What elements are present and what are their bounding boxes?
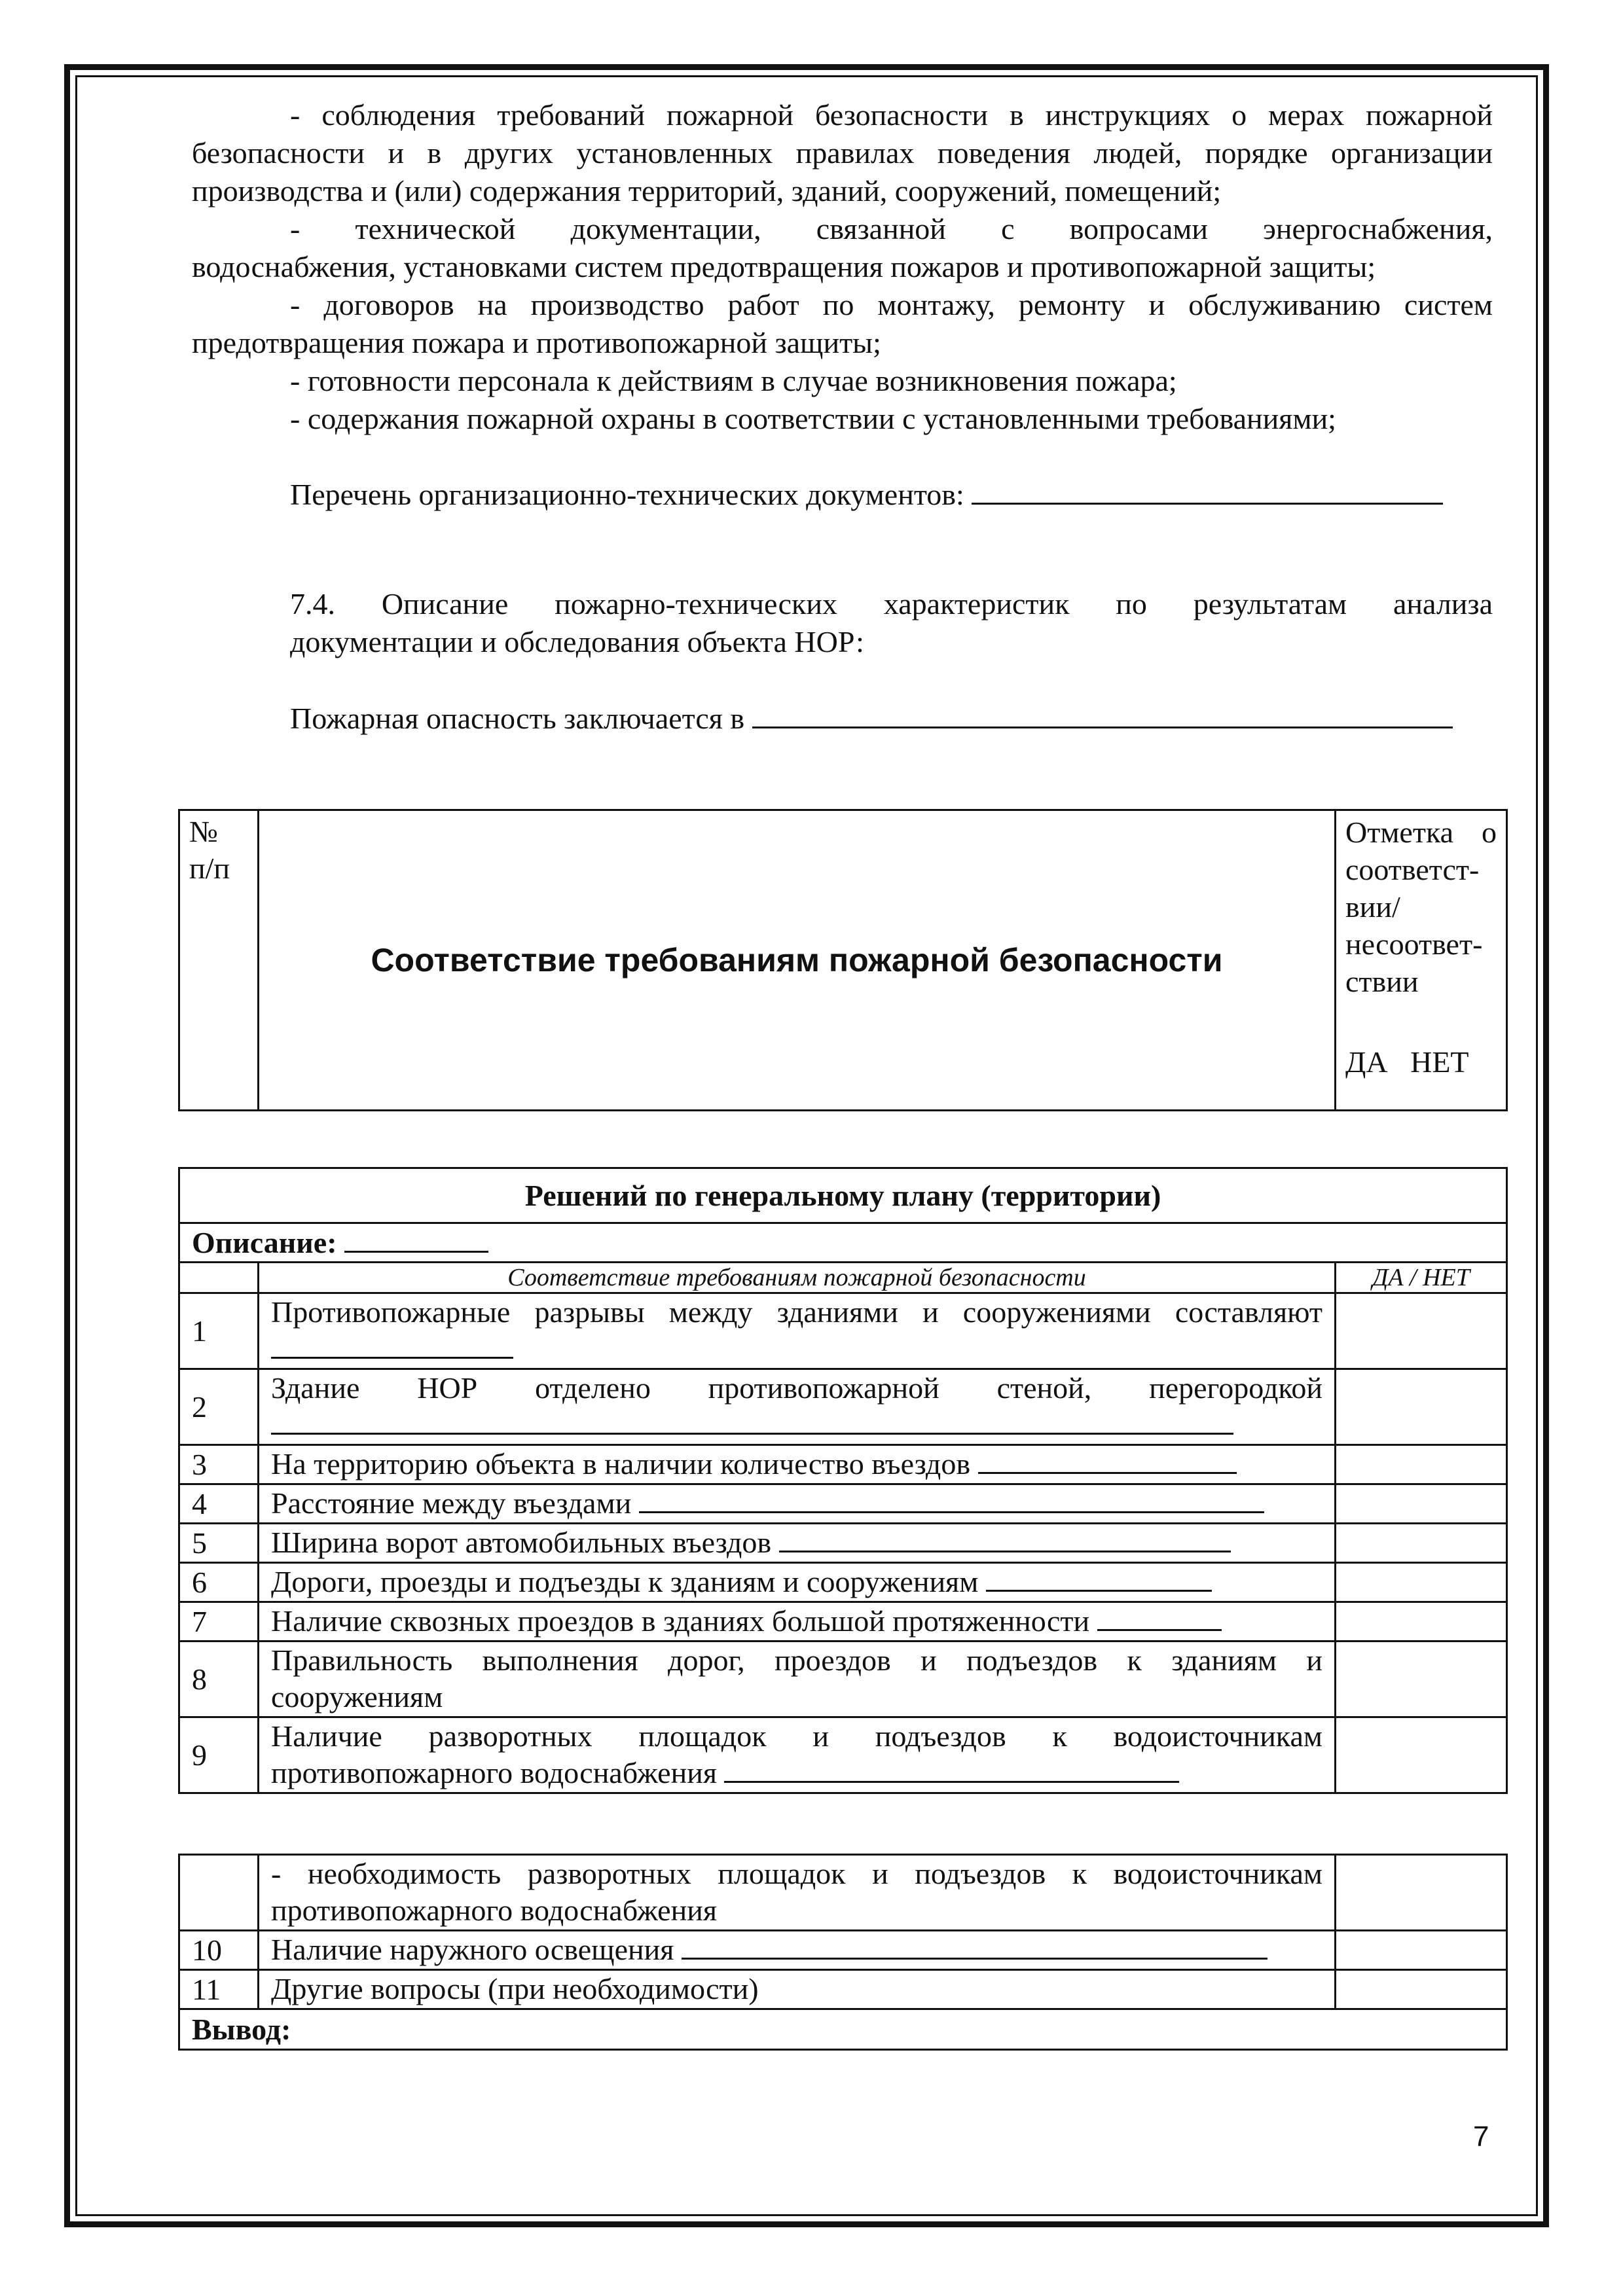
bullet-1-line-3: производства и (или) содержания территорий, зданий, сооружений, помещений; [192, 174, 1222, 207]
table-row [179, 1931, 1507, 1970]
row-answer-field[interactable] [271, 1407, 1233, 1435]
row-text: Противопожарные разрывы между зданиями и сооружениями составляют [271, 1295, 1322, 1329]
plan-description-field[interactable] [344, 1227, 488, 1253]
row-number: 11 [179, 1970, 259, 2009]
row-mark-cell[interactable] [1336, 1931, 1507, 1970]
header-num-label: п/п [189, 852, 230, 885]
header-mark-l1: Отметка о [1345, 816, 1497, 849]
row-number: 8 [179, 1641, 259, 1717]
row-text-line-2: противопожарного водоснабжения [271, 1756, 717, 1789]
bullet-2-line-1: - технической документации, связанной с вопросами энергоснабжения, [290, 212, 1493, 245]
general-plan-table [178, 1167, 1508, 1794]
row-text-cell [259, 1293, 1336, 1369]
row-text: Дороги, проезды и подъезды к зданиям и сооружениям [271, 1565, 979, 1598]
bullet-1-line-1: - соблюдения требований пожарной безопасности в инструкциях о мерах пожарной [290, 98, 1493, 132]
table-row [179, 1524, 1507, 1563]
section-7-4-line-1: 7.4. Описание пожарно-технических характеристик по результатам анализа [290, 587, 1493, 620]
row-number: 1 [179, 1293, 259, 1369]
row-text-cell [259, 1563, 1336, 1602]
page-number: 7 [1473, 2121, 1489, 2153]
bullet-1-line-2: безопасности и в других установленных правилах поведения людей, порядке организации [192, 136, 1493, 170]
row-answer-field[interactable] [779, 1524, 1231, 1552]
header-mark-l4: несоответ- [1345, 927, 1483, 961]
fire-hazard-line [290, 700, 1493, 737]
row-mark-cell[interactable] [1336, 1369, 1507, 1445]
header-yes: ДА [1345, 1045, 1388, 1079]
row-text-cell [259, 1484, 1336, 1524]
row-text: Наличие сквозных проездов в зданиях большой протяженности [271, 1604, 1090, 1638]
plan-compliance-header: Соответствие требованиям пожарной безопасности [507, 1264, 1086, 1291]
header-mark-cell [1336, 810, 1507, 1111]
row-mark-cell[interactable] [1336, 1970, 1507, 2009]
row-answer-field[interactable] [682, 1931, 1267, 1960]
row-text: Расстояние между въездами [271, 1486, 632, 1520]
header-mark-l2: соответст- [1345, 853, 1480, 886]
row-text-line-1: Правильность выполнения дорог, проездов и подъездов к зданиям и [271, 1643, 1322, 1677]
row-text-line-1: - необходимость разворотных площадок и подъездов к водоисточникам [271, 1857, 1322, 1890]
plan-description-label: Описание: [192, 1225, 337, 1259]
row-text-cell [259, 1641, 1336, 1717]
row-mark-cell[interactable] [1336, 1855, 1507, 1931]
plan-subheader-num [179, 1263, 259, 1293]
plan-yes-no-header: ДА / НЕТ [1372, 1264, 1470, 1291]
header-no: НЕТ [1410, 1045, 1469, 1079]
row-text: Другие вопросы (при необходимости) [271, 1972, 759, 2005]
row-number: 6 [179, 1563, 259, 1602]
row-number: 3 [179, 1445, 259, 1484]
docs-list-field[interactable] [972, 476, 1443, 505]
plan-title-cell [179, 1168, 1507, 1223]
row-text-cell [259, 1717, 1336, 1793]
row-text-cell [259, 1855, 1336, 1931]
row-mark-cell[interactable] [1336, 1563, 1507, 1602]
bullet-3-line-1: - договоров на производство работ по монтажу, ремонту и обслуживанию систем [290, 288, 1493, 321]
row-mark-cell[interactable] [1336, 1445, 1507, 1484]
row-text-line-2: сооружениям [271, 1680, 443, 1713]
row-text: На территорию объекта в наличии количество въездов [271, 1447, 971, 1480]
extra-table [178, 1854, 1508, 2051]
table-row [179, 1369, 1507, 1445]
row-answer-field[interactable] [986, 1564, 1212, 1592]
table-row [179, 1602, 1507, 1641]
table-row [179, 1293, 1507, 1369]
bullet-5: - содержания пожарной охраны в соответствии с установленными требованиями; [290, 402, 1336, 435]
conclusion-label: Вывод: [192, 2012, 291, 2046]
table-row [179, 1855, 1507, 1931]
row-text-line-2: противопожарного водоснабжения [271, 1893, 717, 1927]
plan-description-cell [179, 1223, 1507, 1263]
row-text-cell [259, 1445, 1336, 1484]
row-text: Наличие наружного освещения [271, 1933, 674, 1966]
bullet-2-line-2: водоснабжения, установками систем предотвращения пожаров и противопожарной защиты; [192, 250, 1376, 283]
row-number: 4 [179, 1484, 259, 1524]
header-num-symbol: № [189, 815, 218, 848]
row-number: 2 [179, 1369, 259, 1445]
row-mark-cell[interactable] [1336, 1717, 1507, 1793]
row-answer-field[interactable] [639, 1485, 1264, 1513]
row-answer-field[interactable] [978, 1446, 1237, 1474]
row-mark-cell[interactable] [1336, 1293, 1507, 1369]
row-answer-field[interactable] [1097, 1603, 1222, 1631]
row-mark-cell[interactable] [1336, 1602, 1507, 1641]
row-number [179, 1855, 259, 1931]
row-text: Здание НОР отделено противопожарной стеной, перегородкой [271, 1371, 1322, 1405]
docs-list-line [290, 476, 1493, 513]
row-text-cell [259, 1369, 1336, 1445]
row-number: 10 [179, 1931, 259, 1970]
row-mark-cell[interactable] [1336, 1524, 1507, 1563]
row-number: 5 [179, 1524, 259, 1563]
table-row [179, 1970, 1507, 2009]
table-row [179, 2009, 1507, 2050]
header-mark-l3: вии/ [1345, 890, 1400, 924]
plan-subheader-compliance [259, 1263, 1336, 1293]
conclusion-cell[interactable] [179, 2009, 1507, 2050]
table-row [179, 1484, 1507, 1524]
header-title: Соответствие требованиям пожарной безопасности [371, 942, 1223, 978]
fire-hazard-field[interactable] [752, 700, 1453, 728]
section-7-4-line-2: документации и обследования объекта НОР: [290, 625, 864, 658]
row-mark-cell[interactable] [1336, 1641, 1507, 1717]
row-text-cell [259, 1931, 1336, 1970]
row-text-cell [259, 1602, 1336, 1641]
header-num-cell [179, 810, 259, 1111]
bullet-3-line-2: предотвращения пожара и противопожарной защиты; [192, 326, 881, 359]
table-row [179, 1445, 1507, 1484]
plan-subheader-yes-no [1336, 1263, 1507, 1293]
compliance-header-table [178, 809, 1508, 1111]
docs-list-label: Перечень организационно-технических документов: [290, 478, 964, 511]
row-answer-field[interactable] [724, 1755, 1179, 1783]
row-number: 9 [179, 1717, 259, 1793]
row-mark-cell[interactable] [1336, 1484, 1507, 1524]
table-row [179, 1563, 1507, 1602]
plan-title: Решений по генеральному плану (территории) [524, 1178, 1161, 1212]
fire-hazard-label: Пожарная опасность заключается в [290, 702, 745, 735]
row-text-line-1: Наличие разворотных площадок и подъездов к водоисточникам [271, 1719, 1322, 1753]
row-text-cell [259, 1970, 1336, 2009]
row-answer-field[interactable] [271, 1331, 513, 1359]
bullet-4: - готовности персонала к действиям в случае возникновения пожара; [290, 364, 1177, 397]
header-yes-no [1345, 1043, 1497, 1081]
table-row [179, 1717, 1507, 1793]
row-text-cell [259, 1524, 1336, 1563]
row-text: Ширина ворот автомобильных въездов [271, 1526, 772, 1559]
header-title-cell [259, 810, 1336, 1111]
table-row [179, 1641, 1507, 1717]
header-mark-l5: ствии [1345, 965, 1419, 998]
row-number: 7 [179, 1602, 259, 1641]
